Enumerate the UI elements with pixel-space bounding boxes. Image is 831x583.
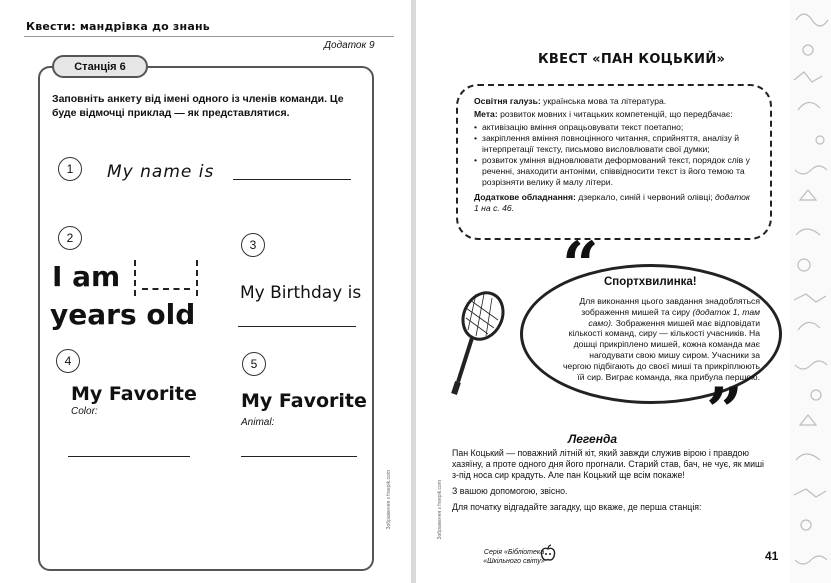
item-number-3: 3	[241, 233, 265, 257]
goal-bullet: • розвиток уміння відновлювати деформований текст, порядок слів у реченні, знаходити антоніми, співвідносити текст із його темою та розрізняти велику й малу літери.	[474, 155, 756, 188]
favorite-color-title: My Favorite	[71, 383, 197, 405]
item-number-5: 5	[242, 352, 266, 376]
decorative-doodle-strip	[790, 0, 831, 583]
image-credit: Зображення з freepik.com	[386, 470, 392, 530]
subject-area-value: українська мова та література.	[543, 96, 667, 106]
legend-paragraph: Пан Коцький — поважний літній кіт, який завжди служив вірою і правдою хазяїну, а проте одного дня його прогнали. Старий став, бач, не чує, як миші з-під носа сир крадуть. Але пан Коцький ще всім покаже!	[452, 448, 765, 480]
equipment-ref: додаток 1 на с. 46.	[474, 192, 750, 213]
item-number-2: 2	[58, 226, 82, 250]
page-number: 41	[765, 549, 779, 563]
goal-line	[474, 109, 756, 120]
goal-bullets	[474, 122, 756, 188]
sport-text-ref: (додаток 1, там само).	[588, 306, 760, 328]
sport-minute-title: Спортхвилинка!	[604, 276, 697, 288]
equipment-label: Додаткове обладнання:	[474, 192, 576, 202]
subject-area-line	[474, 96, 756, 107]
favorite-animal-title: My Favorite	[241, 390, 367, 412]
goal-bullet: • закріплення вміння повноцінного читання, сприйняття, аналізу й інтерпретації тексту, письмово висловлювати свої думки;	[474, 133, 756, 155]
apple-logo-icon	[540, 544, 556, 562]
legend-paragraph: З вашою допомогою, звісно.	[452, 486, 568, 496]
subject-area-label: Освітня галузь:	[474, 96, 541, 106]
appendix-label: Додаток 9	[324, 40, 375, 51]
close-quote-icon: ”	[706, 374, 743, 449]
legend-text	[452, 448, 768, 518]
name-answer-line[interactable]	[233, 179, 351, 180]
tennis-racket-icon	[448, 290, 506, 398]
sport-text-part-b: Зображення мишей має відповідати кількості команд, сиру — кількості учасників. На дошці прикріплено мишей, кожна команда має нагодувати свою мишу сиром. Учасники за чергою підбігають до своєї миші та прикріплюють їй сир. Виграє команда, яка прибула першою.	[562, 317, 760, 382]
color-answer-line[interactable]	[68, 456, 190, 457]
equipment-value: дзеркало, синій і червоний олівці;	[578, 192, 713, 202]
item-number-1: 1	[58, 157, 82, 181]
legend-title: Легенда	[568, 432, 618, 446]
i-am-prompt: I am	[52, 260, 121, 293]
item-number-4: 4	[56, 349, 80, 373]
quest-title: КВЕСТ «ПАН КОЦЬКИЙ»	[538, 52, 726, 67]
open-quote-icon: “	[562, 228, 599, 303]
my-name-prompt: My name is	[107, 162, 215, 182]
animal-answer-line[interactable]	[241, 456, 357, 457]
legend-paragraph: Для початку відгадайте загадку, що вкаже, де перша станція:	[452, 502, 702, 512]
running-header: Квести: мандрівка до знань	[26, 20, 210, 33]
birthday-prompt: My Birthday is	[240, 283, 362, 303]
sport-text-part-a: Для виконання цього завдання знадобляться зображення мишей та сиру	[579, 296, 760, 317]
animal-label: Animal:	[241, 417, 275, 428]
goal-label: Мета:	[474, 109, 498, 119]
series-label: Серія «Бібліотека «Шкільного світу»	[483, 549, 545, 565]
task-instructions: Заповніть анкету від імені одного із членів команди. Це буде відмочці приклад — як представлятися.	[52, 93, 344, 119]
sport-minute-text	[560, 296, 760, 382]
station-tag: Станція 6	[52, 55, 148, 78]
header-divider	[24, 36, 394, 37]
quest-info-box	[456, 84, 772, 240]
equipment-line	[474, 192, 756, 214]
image-credit: Зображення з freepik.com	[437, 480, 443, 540]
age-blank-box[interactable]	[134, 260, 198, 296]
goal-bullet: • активізацію вміння опрацьовувати текст поетапно;	[474, 122, 756, 133]
birthday-answer-line[interactable]	[238, 326, 356, 327]
goal-value: розвиток мовних і читацьких компетенцій, що передбачає:	[500, 109, 733, 119]
years-old-prompt: years old	[50, 298, 196, 331]
color-label: Color:	[71, 406, 98, 417]
